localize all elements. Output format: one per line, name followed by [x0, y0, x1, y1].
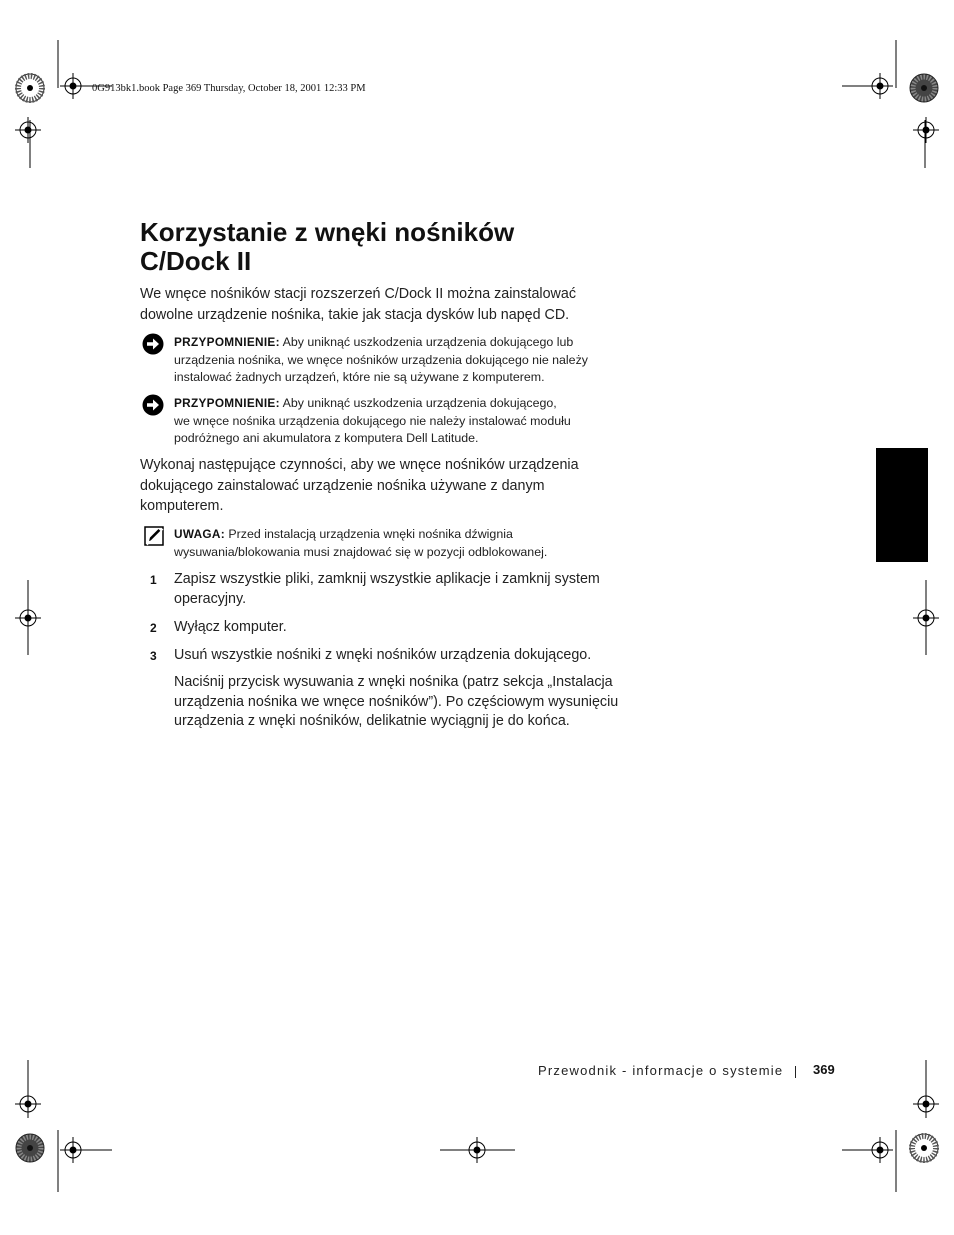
- text-line: Naciśnij przycisk wysuwania z wnęki nośnika (patrz sekcja „Instalacja: [174, 674, 613, 690]
- registration-target-icon: [15, 605, 41, 631]
- section-side-tab: [876, 448, 928, 562]
- print-header-info: 0G913bk1.book Page 369 Thursday, October 18, 2001 12:33 PM: [92, 83, 366, 94]
- footer-section-title: Przewodnik - informacje o systemie: [538, 1063, 784, 1078]
- notice-text: urządzenia nośnika, we wnęce nośników urządzenia dokującego nie należy: [174, 352, 588, 367]
- notice-block: [174, 334, 634, 387]
- starburst-target-icon: [910, 1134, 938, 1162]
- notice-text: Aby uniknąć uszkodzenia urządzenia dokującego,: [282, 396, 557, 410]
- step-text: [174, 618, 644, 638]
- registration-target-icon: [464, 1137, 490, 1163]
- text-line: Wykonaj następujące czynności, aby we wnęce nośników urządzenia: [140, 457, 579, 473]
- text-line: urządzenia nośnika we wnęce nośników”). Po częściowym wysunięciu: [174, 693, 619, 710]
- registration-target-icon: [867, 1137, 893, 1163]
- intro-paragraph: [140, 284, 630, 325]
- step-continuation-paragraph: [174, 673, 644, 732]
- notice-label: PRZYPOMNIENIE:: [174, 396, 280, 410]
- page-title-line: Korzystanie z wnęki nośników: [140, 217, 515, 247]
- notice-text: podróżnego ani akumulatora z komputera Dell Latitude.: [174, 431, 479, 446]
- registration-target-icon: [15, 117, 41, 143]
- text-line: Usuń wszystkie nośniki z wnęki nośników urządzenia dokującego.: [174, 647, 592, 663]
- step-number: 1: [150, 573, 157, 587]
- footer-separator: [795, 1066, 796, 1078]
- notice-label: PRZYPOMNIENIE:: [174, 335, 280, 349]
- procedure-intro-paragraph: [140, 455, 630, 517]
- step-text: [174, 646, 644, 666]
- notice-block: [174, 395, 634, 448]
- text-line: urządzenia z wnęki nośników, delikatnie wyciągnij je do końca.: [174, 713, 570, 730]
- registration-target-icon: [867, 73, 893, 99]
- text-line: dokującego zainstalować urządzenie nośnika używane z danym: [140, 477, 545, 494]
- note-label: UWAGA:: [174, 527, 225, 541]
- notice-arrow-icon: [142, 333, 164, 355]
- notice-text: we wnęce nośnika urządzenia dokującego nie należy instalować modułu: [174, 413, 571, 428]
- text-line: Wyłącz komputer.: [174, 619, 287, 635]
- notice-text: instalować żadnych urządzeń, które nie są używane z komputerem.: [174, 370, 545, 385]
- registration-target-icon: [913, 605, 939, 631]
- registration-target-icon: [15, 1091, 41, 1117]
- registration-target-icon: [60, 73, 86, 99]
- note-text: wysuwania/blokowania musi znajdować się w pozycji odblokowanej.: [174, 544, 548, 559]
- page-title: [140, 218, 660, 276]
- text-line: dowolne urządzenie nośnika, takie jak stacja dysków lub napęd CD.: [140, 306, 570, 323]
- registration-target-icon: [913, 1091, 939, 1117]
- text-line: komputerem.: [140, 498, 224, 515]
- registration-target-icon: [913, 117, 939, 143]
- text-line: Zapisz wszystkie pliki, zamknij wszystkie aplikacje i zamknij system: [174, 571, 600, 587]
- note-text: Przed instalacją urządzenia wnęki nośnika dźwignia: [228, 527, 513, 541]
- text-line: operacyjny.: [174, 590, 247, 607]
- notice-text: Aby uniknąć uszkodzenia urządzenia dokującego lub: [282, 335, 574, 349]
- starburst-target-icon: [16, 74, 44, 102]
- starburst-target-icon: [910, 74, 938, 102]
- step-number: 2: [150, 621, 157, 635]
- starburst-target-icon: [16, 1134, 44, 1162]
- text-line: We wnęce nośników stacji rozszerzeń C/Dock II można zainstalować: [140, 286, 576, 302]
- notice-arrow-icon: [142, 394, 164, 416]
- note-pencil-icon: [144, 526, 164, 546]
- registration-target-icon: [60, 1137, 86, 1163]
- note-block: [174, 526, 634, 561]
- page-number: 369: [813, 1062, 835, 1077]
- page-title-line: C/Dock II: [140, 246, 252, 276]
- step-number: 3: [150, 649, 157, 663]
- step-text: [174, 570, 644, 609]
